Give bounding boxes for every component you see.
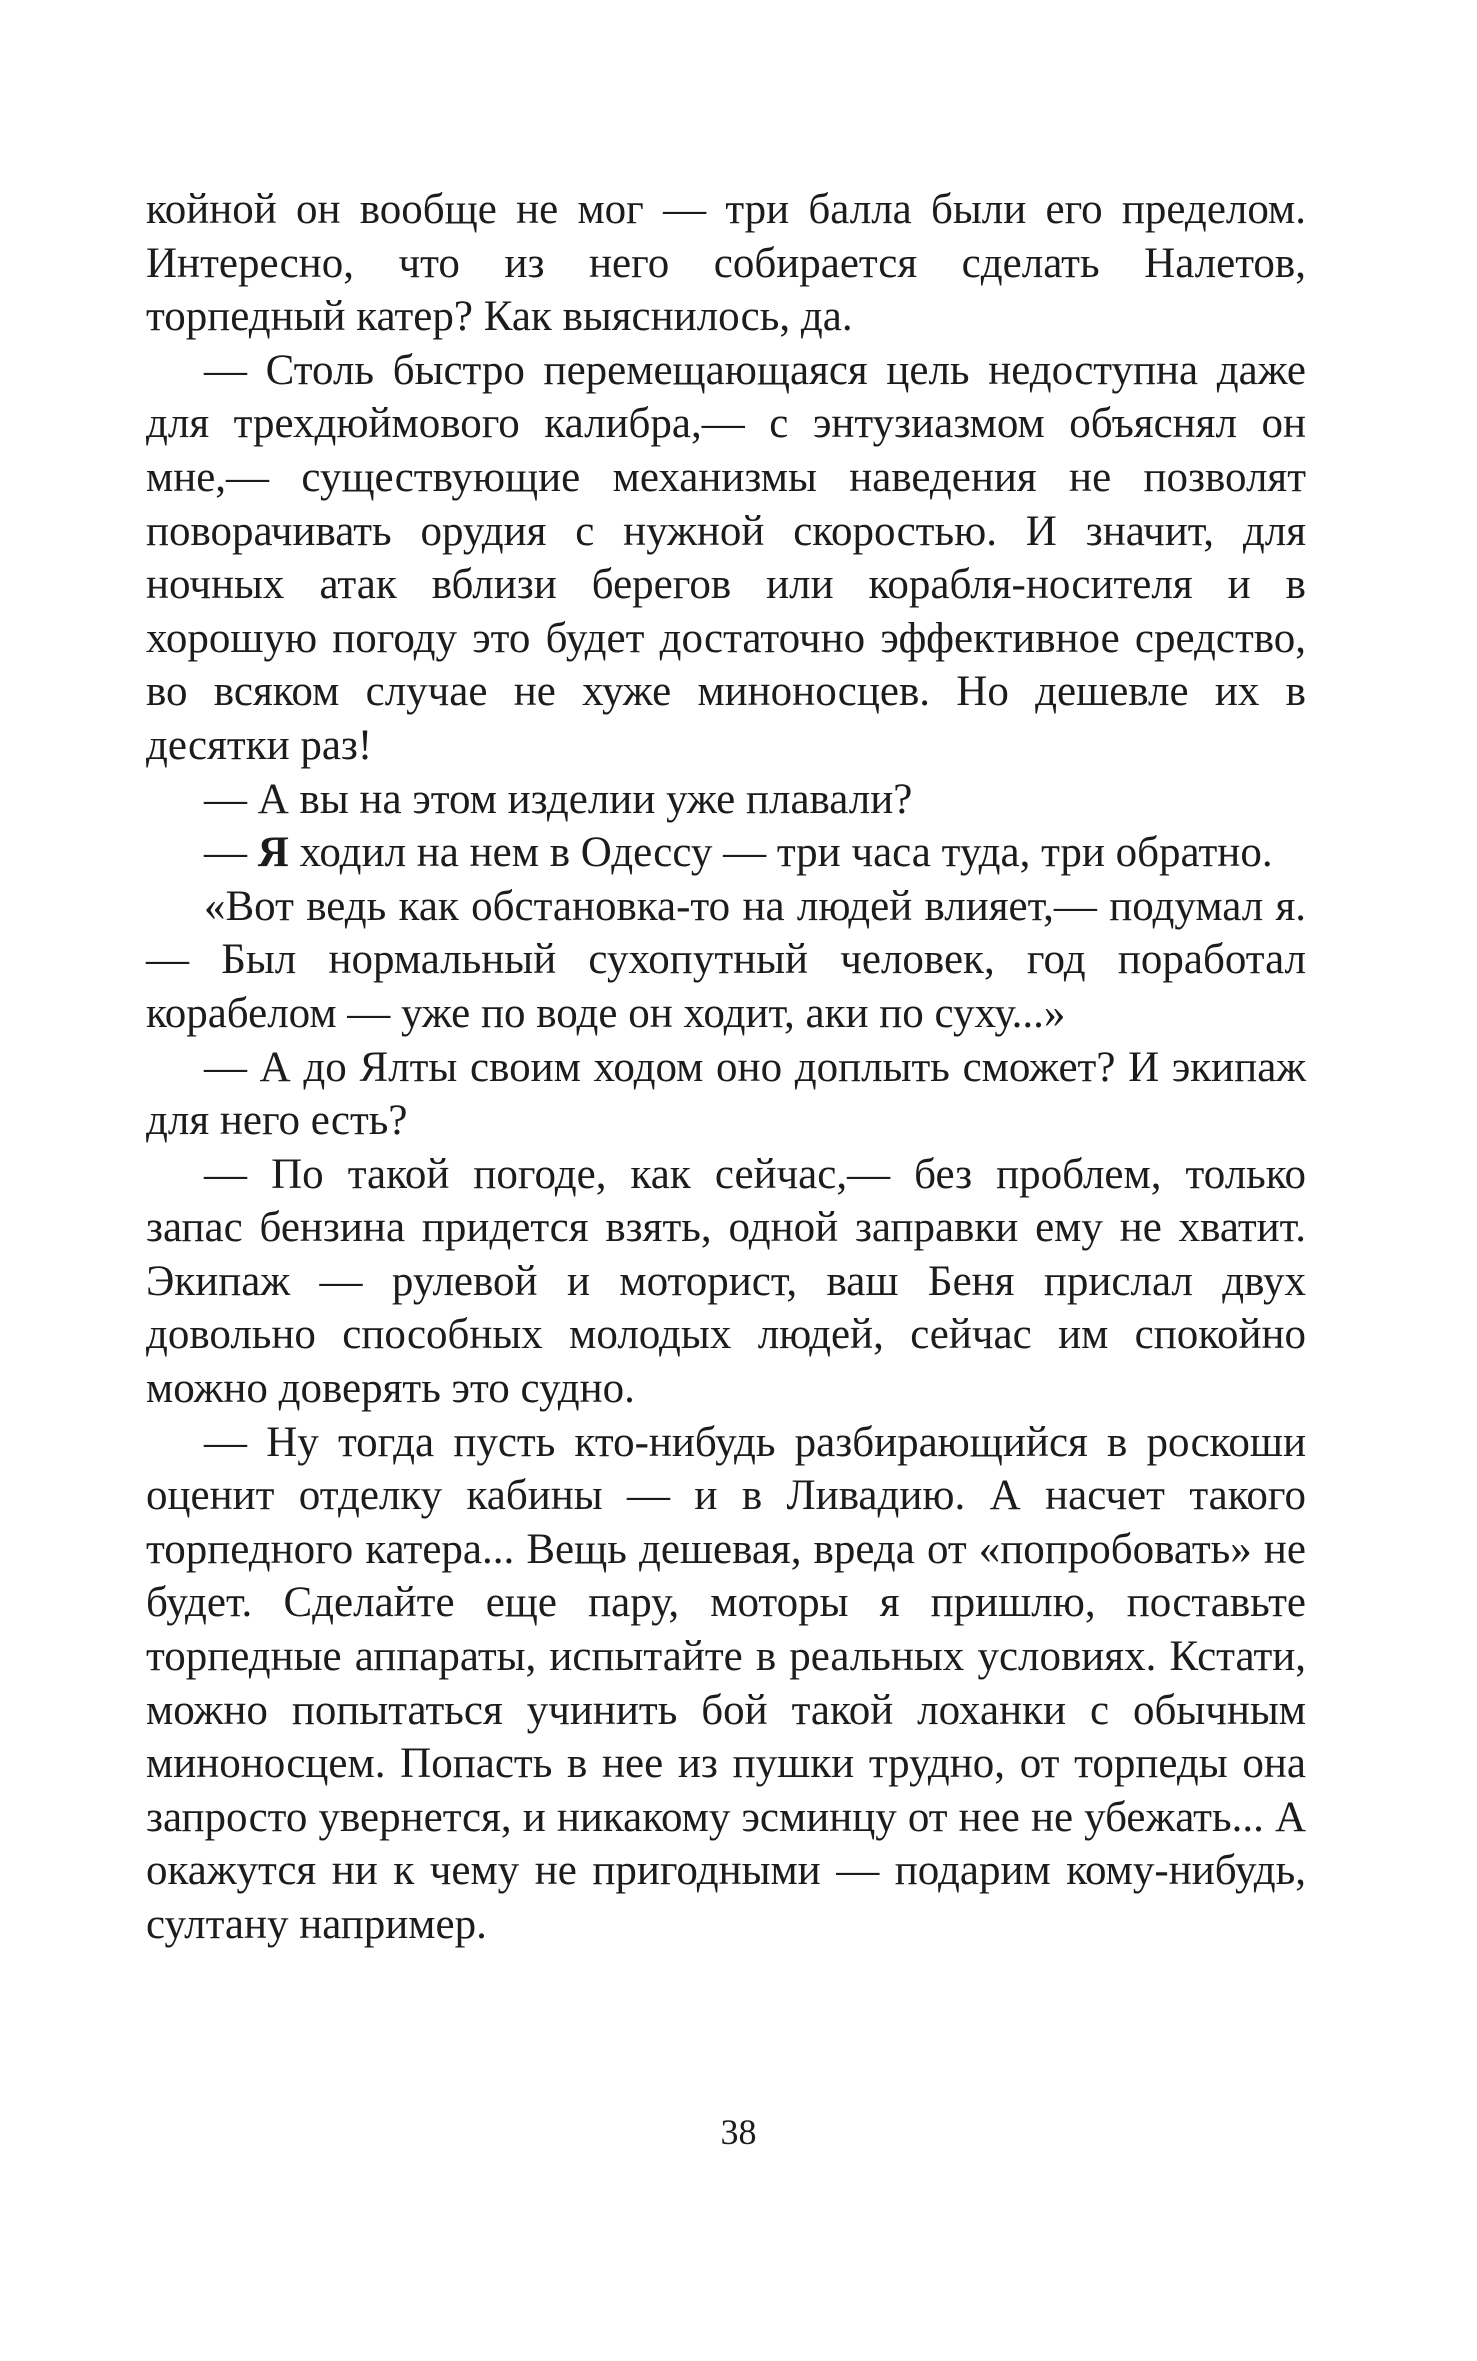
paragraph: — Ну тогда пусть кто-нибудь разбирающийся в роскоши оценит отделку кабины — и в Ливадию. А насчет такого торпедного катера... Вещь дешевая, вреда от «попробовать» не будет. Сделайте еще пару, моторы я пришлю, поставьте торпедные аппараты, испытайте в реальных условиях. Кстати, можно попытаться учинить бой такой лоханки с обычным миноносцем. Попасть в нее из пушки трудно, от торпеды она запросто увернется, и никакому эсминцу от нее не убежать... А окажутся ни к чему не пригодными — подарим кому-нибудь, султану например.: [146, 1418, 1306, 1948]
paragraph-rest: ходил на нем в Одессу — три часа туда, три обратно.: [288, 829, 1273, 877]
paragraph: — Столь быстро перемещающаяся цель недоступна даже для трехдюймового калибра,— с энтузиазмом объяснял он мне,— существующие механизмы наведения не позволят поворачивать орудия с нужной скоростью. И значит, для ночных атак вблизи берегов или корабля-носителя и в хорошую погоду это будет достаточно эффективное средство, во всяком случае не хуже миноносцев. Но дешевле их в десятки раз!: [146, 346, 1306, 769]
paragraph: — А вы на этом изделии уже плавали?: [204, 775, 913, 823]
paragraph: койной он вообще не мог — три балла были его пределом. Интересно, что из него собирается сделать Налетов, торпедный катер? Как выяснилось, да.: [146, 186, 1306, 341]
paragraph: — По такой погоде, как сейчас,— без проблем, только запас бензина придется взять, одной заправки ему не хватит. Экипаж — рулевой и моторист, ваш Беня прислал двух довольно способных молодых людей, сейчас им спокойно можно доверять это судно.: [146, 1150, 1306, 1413]
page-text: [146, 183, 1306, 1952]
paragraph: [146, 826, 1306, 880]
page-number: 38: [720, 2112, 757, 2152]
paragraph: — А до Ялты своим ходом оно доплыть сможет? И экипаж для него есть?: [146, 1043, 1306, 1145]
paragraph: «Вот ведь как обстановка-то на людей влияет,— подумал я.— Был нормальный сухопутный человек, год поработал корабелом — уже по воде он ходит, аки по суху...»: [146, 882, 1306, 1037]
dialogue-dash: —: [204, 829, 258, 877]
emphasized-word: Я: [257, 829, 289, 877]
